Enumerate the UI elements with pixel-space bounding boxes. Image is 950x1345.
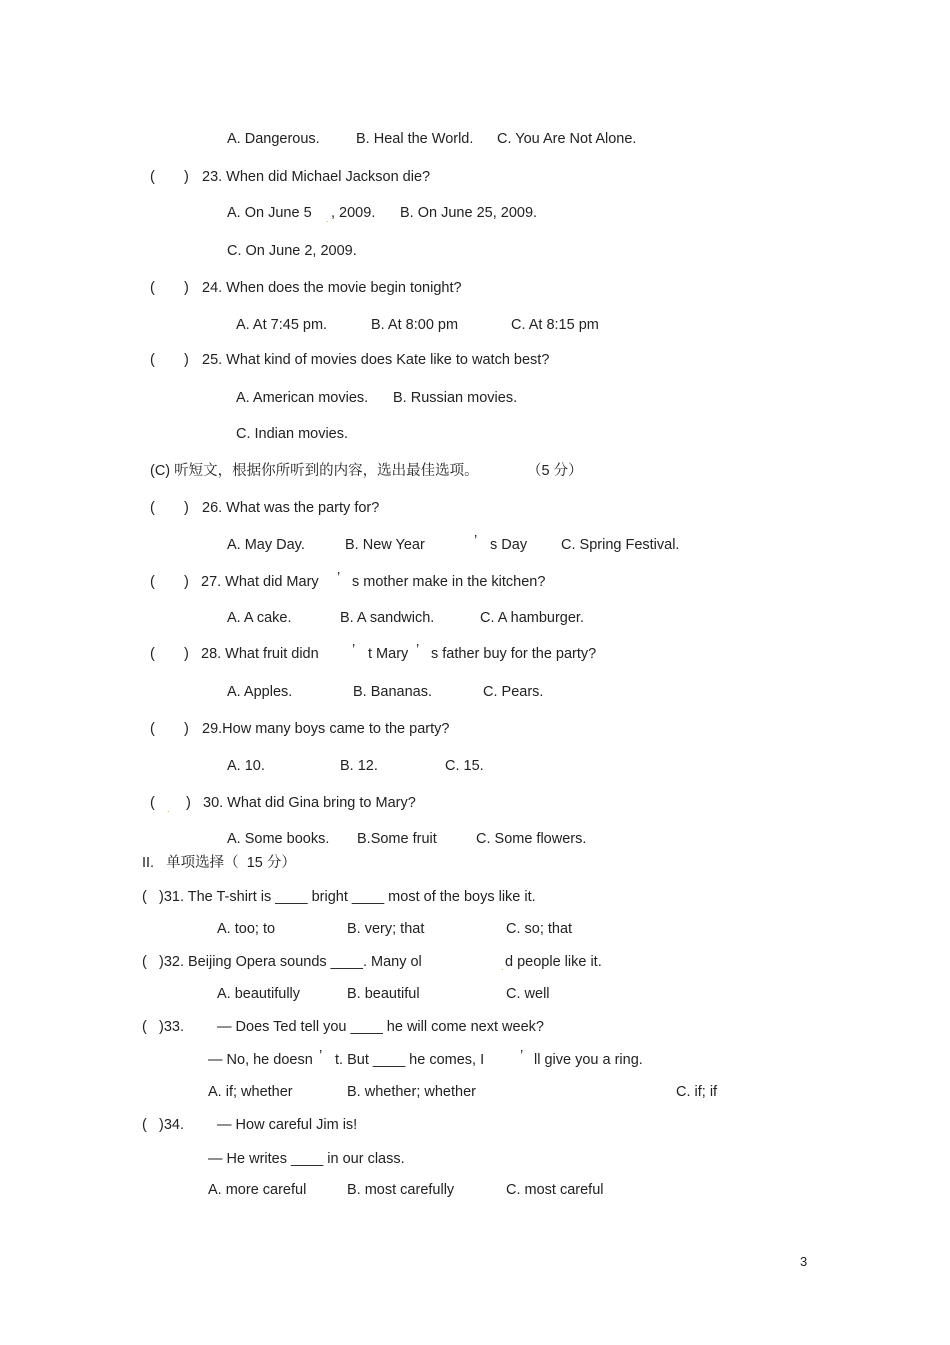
q23-option-c: C. On June 2, 2009. — [227, 243, 357, 259]
q24-option-a: A. At 7:45 pm. — [236, 317, 328, 333]
q34-dialog-line-2: — He writes ____ in our class. — [208, 1151, 405, 1167]
q22-option-a: A. Dangerous. — [227, 131, 320, 147]
q30-stem: 30. What did Gina bring to Mary? — [203, 795, 416, 811]
section-c-heading: (C) 听短文，根据你所听到的内容，选出最佳选项。 — [150, 463, 479, 479]
q25-answer-paren: ( — [150, 352, 155, 368]
stray-dot-mark: . — [326, 214, 329, 224]
q23-option-a-part2: , 2009. — [331, 205, 376, 221]
q30-option-a: A. Some books. — [227, 831, 330, 847]
q26-option-b-part2: s Day — [490, 537, 528, 553]
q32-option-a: A. beautifully — [217, 986, 301, 1002]
q34-number: )34. — [159, 1117, 184, 1133]
stray-dot-mark: . — [501, 962, 504, 972]
q30-option-b: B.Some fruit — [357, 831, 437, 847]
q28-stem-part2: t Mary — [368, 646, 409, 662]
q27-option-a: A. A cake. — [227, 610, 292, 626]
q24-option-b: B. At 8:00 pm — [371, 317, 459, 333]
q31-stem: )31. The T-shirt is ____ bright ____ most of the boys like it. — [159, 889, 536, 905]
q32-answer-paren: ( — [142, 954, 147, 970]
q33-dialog-line-2-part1: — No, he doesn — [208, 1052, 313, 1068]
q22-option-c: C. You Are Not Alone. — [497, 131, 637, 147]
q22-option-b: B. Heal the World. — [356, 131, 474, 147]
q32-option-b: B. beautiful — [347, 986, 420, 1002]
q33-dialog-line-1: — Does Ted tell you ____ he will come next week? — [217, 1019, 544, 1035]
q33-option-b: B. whether; whether — [347, 1084, 476, 1100]
q34-answer-paren: ( — [142, 1117, 147, 1133]
q30-answer-paren: ( — [150, 795, 155, 811]
q26-answer-paren: ( — [150, 500, 155, 516]
stray-dot-mark: . — [167, 804, 170, 814]
q29-answer-paren-close: ) — [184, 721, 189, 737]
q23-option-b: B. On June 25, 2009. — [400, 205, 538, 221]
q28-option-b: B. Bananas. — [353, 684, 432, 700]
section-2-heading: II. 单项选择（ 15 分） — [142, 855, 296, 871]
q29-answer-paren: ( — [150, 721, 155, 737]
q34-option-c: C. most careful — [506, 1182, 604, 1198]
q32-option-c: C. well — [506, 986, 550, 1002]
q28-stem-apostrophe-2: ’ — [416, 642, 420, 658]
q33-number: )33. — [159, 1019, 184, 1035]
q30-option-c: C. Some flowers. — [476, 831, 587, 847]
q27-stem-part1: 27. What did Mary — [201, 574, 319, 590]
q32-stem-part1: )32. Beijing Opera sounds ____. Many ol — [159, 954, 422, 970]
q23-stem: 23. When did Michael Jackson die? — [202, 169, 431, 185]
q31-option-c: C. so; that — [506, 921, 573, 937]
q33-dialog-line-2-apostrophe-2: ’ — [520, 1048, 524, 1064]
q26-option-b-apostrophe: ’ — [474, 533, 478, 549]
q28-stem-apostrophe-1: ’ — [352, 642, 356, 658]
q26-option-b-part1: B. New Year — [345, 537, 425, 553]
q27-answer-paren-close: ) — [184, 574, 189, 590]
q28-option-c: C. Pears. — [483, 684, 544, 700]
q29-option-c: C. 15. — [445, 758, 484, 774]
q24-answer-paren: ( — [150, 280, 155, 296]
q29-stem: 29.How many boys came to the party? — [202, 721, 450, 737]
q25-answer-paren-close: ) — [184, 352, 189, 368]
page-number: 3 — [800, 1254, 808, 1269]
q33-option-a: A. if; whether — [208, 1084, 293, 1100]
q26-option-c: C. Spring Festival. — [561, 537, 680, 553]
q34-option-b: B. most carefully — [347, 1182, 455, 1198]
q27-stem-part2: s mother make in the kitchen? — [352, 574, 546, 590]
q28-stem-part1: 28. What fruit didn — [201, 646, 319, 662]
q26-option-a: A. May Day. — [227, 537, 305, 553]
q34-option-a: A. more careful — [208, 1182, 307, 1198]
q31-option-a: A. too; to — [217, 921, 276, 937]
q33-dialog-line-2-part2: t. But ____ he comes, I — [335, 1052, 485, 1068]
q30-answer-paren-close: ) — [186, 795, 191, 811]
q24-option-c: C. At 8:15 pm — [511, 317, 599, 333]
q25-option-b: B. Russian movies. — [393, 390, 518, 406]
q28-answer-paren-close: ) — [184, 646, 189, 662]
q27-answer-paren: ( — [150, 574, 155, 590]
q28-answer-paren: ( — [150, 646, 155, 662]
q32-stem-part2: d people like it. — [505, 954, 602, 970]
q24-stem: 24. When does the movie begin tonight? — [202, 280, 462, 296]
section-c-score: （5 分） — [527, 463, 583, 479]
q28-stem-part3: s father buy for the party? — [431, 646, 597, 662]
q25-stem: 25. What kind of movies does Kate like to watch best? — [202, 352, 550, 368]
q29-option-b: B. 12. — [340, 758, 378, 774]
q33-answer-paren: ( — [142, 1019, 147, 1035]
q23-answer-paren: ( — [150, 169, 155, 185]
q25-option-a: A. American movies. — [236, 390, 369, 406]
q26-stem: 26. What was the party for? — [202, 500, 380, 516]
q25-option-c: C. Indian movies. — [236, 426, 349, 442]
q27-option-c: C. A hamburger. — [480, 610, 584, 626]
q27-option-b: B. A sandwich. — [340, 610, 435, 626]
q31-option-b: B. very; that — [347, 921, 425, 937]
q28-option-a: A. Apples. — [227, 684, 293, 700]
q23-answer-paren-close: ) — [184, 169, 189, 185]
q27-stem-apostrophe: ’ — [337, 570, 341, 586]
q29-option-a: A. 10. — [227, 758, 265, 774]
q33-dialog-line-2-part3: ll give you a ring. — [534, 1052, 643, 1068]
q34-dialog-line-1: — How careful Jim is! — [217, 1117, 358, 1133]
q24-answer-paren-close: ) — [184, 280, 189, 296]
q33-dialog-line-2-apostrophe-1: ’ — [319, 1048, 323, 1064]
q23-option-a-part1: A. On June 5 — [227, 205, 312, 221]
q26-answer-paren-close: ) — [184, 500, 189, 516]
q33-option-c: C. if; if — [676, 1084, 718, 1100]
q31-answer-paren: ( — [142, 889, 147, 905]
